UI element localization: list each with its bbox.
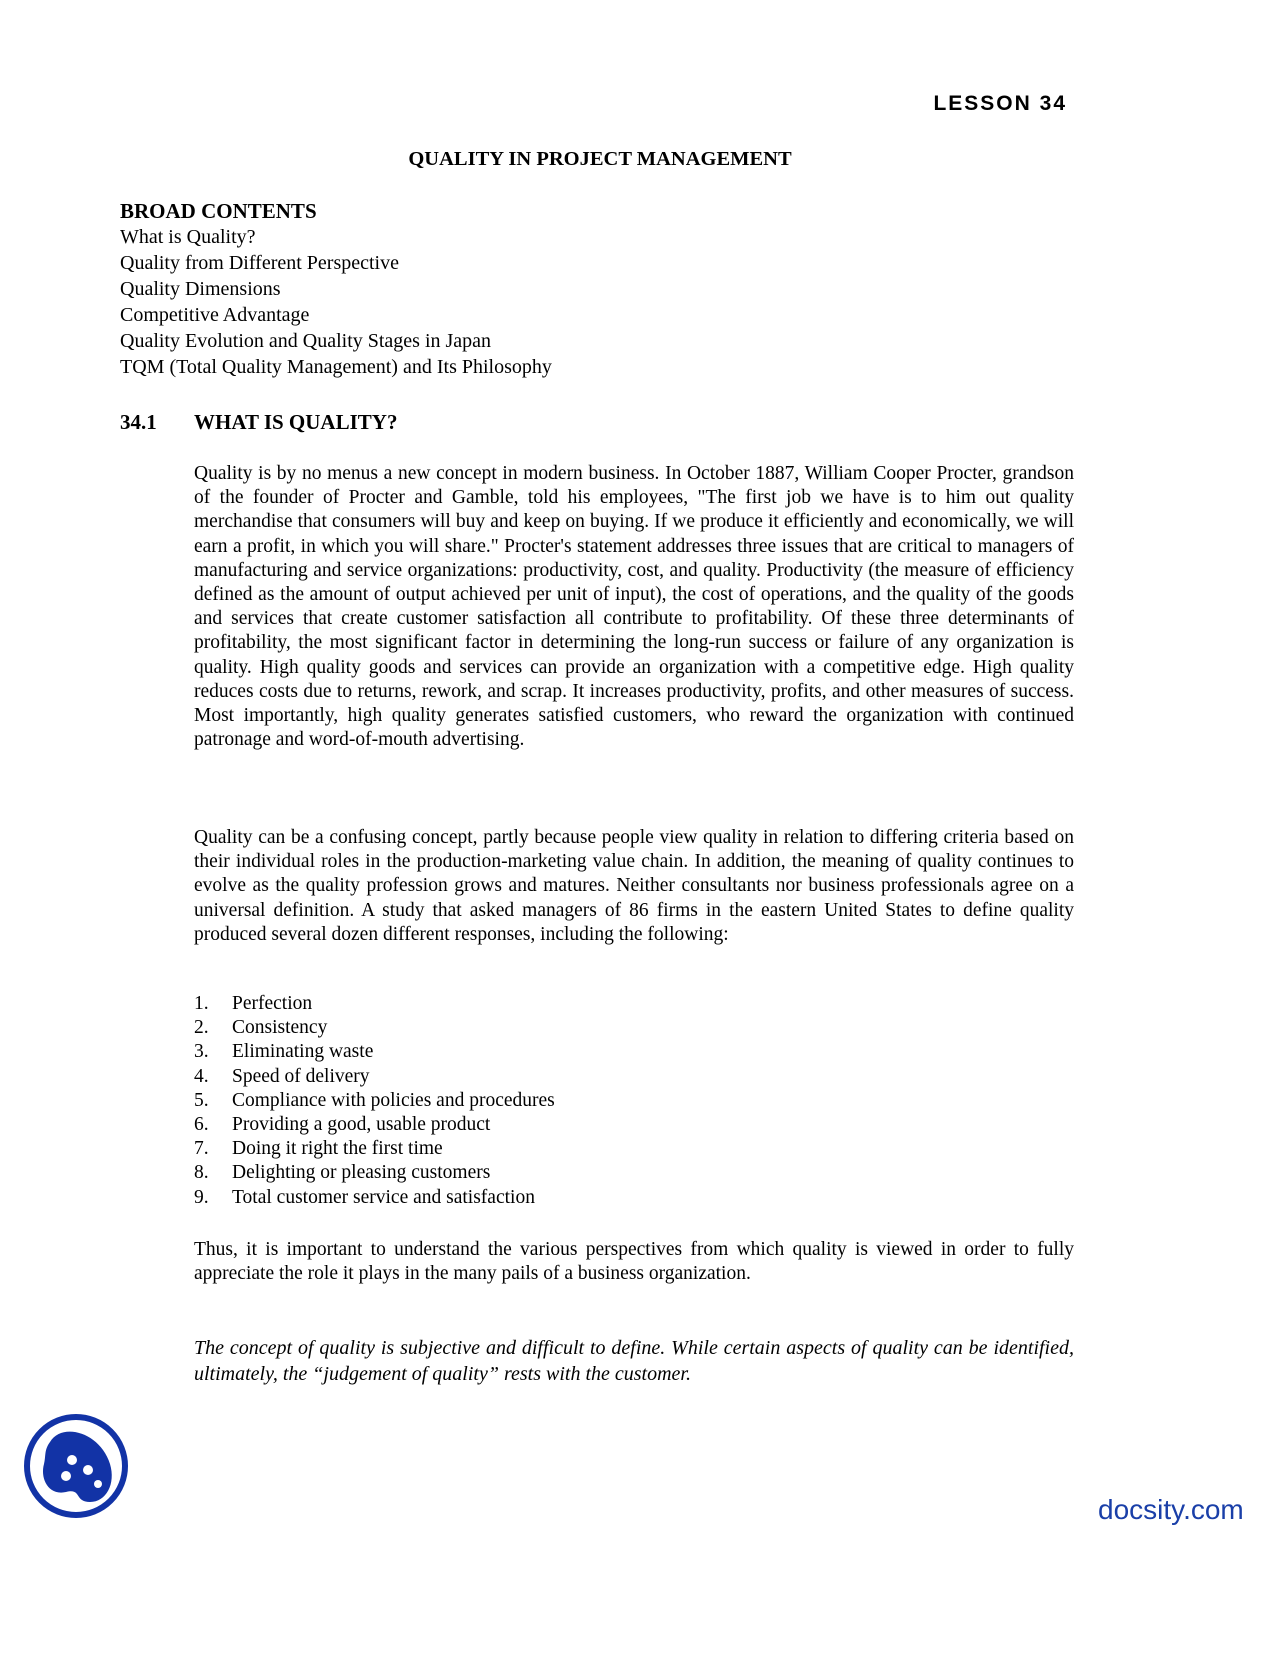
section-number: 34.1	[120, 410, 157, 434]
docsity-logo-icon[interactable]	[22, 1412, 130, 1520]
contents-item: Quality Dimensions	[120, 278, 281, 300]
list-item: 6. Providing a good, usable product	[194, 1114, 491, 1136]
list-item: 4. Speed of delivery	[194, 1065, 370, 1087]
list-item: 3. Eliminating waste	[194, 1041, 374, 1063]
definitions-list	[194, 992, 555, 1210]
page-title: QUALITY IN PROJECT MANAGEMENT	[408, 148, 792, 170]
italic-quote: The concept of quality is subjective and difficult to define. While certain aspects of quality can be identified, ultimately, the “judgement of quality” rests with the customer.	[194, 1337, 1074, 1385]
paragraph-3: Thus, it is important to understand the various perspectives from which quality is viewed in order to fully appreciate the role it plays in the many pails of a business organization.	[194, 1239, 1074, 1285]
contents-item: Quality Evolution and Quality Stages in Japan	[120, 330, 492, 352]
section-title: WHAT IS QUALITY?	[194, 410, 398, 434]
list-item: 8. Delighting or pleasing customers	[194, 1162, 491, 1184]
docsity-link[interactable]: docsity.com	[1098, 1494, 1244, 1525]
list-item: 5. Compliance with policies and procedures	[194, 1089, 555, 1111]
section-heading	[120, 410, 397, 435]
contents-item: Competitive Advantage	[120, 304, 310, 326]
contents-item: TQM (Total Quality Management) and Its Philosophy	[120, 356, 552, 378]
lesson-number: LESSON 34	[933, 92, 1067, 115]
contents-item: Quality from Different Perspective	[120, 252, 399, 274]
list-item: 2. Consistency	[194, 1017, 328, 1039]
list-item: 1. Perfection	[194, 993, 313, 1014]
paragraph-1: Quality is by no menus a new concept in modern business. In October 1887, William Cooper Procter, grandson of the founder of Procter and Gamble, told his employees, "The first job we have is to him out quality merchandise that consumers will buy and keep on buying. If we produce it efficiently and economically, we will earn a profit, in which you will share." Procter's statement addresses three issues that are critical to managers of manufacturing and service organizations: productivity, cost, and quality. Productivity (the measure of efficiency defined as the amount of output achieved per unit of input), the cost of operations, and the quality of the goods and services that create customer satisfaction all contribute to profitability. Of these three determinants of profitability, the most significant factor in determining the long-run success or failure of any organization is quality. High quality goods and services can provide an organization with a competitive edge. High quality reduces costs due to returns, rework, and scrap. It increases productivity, profits, and other measures of success. Most importantly, high quality generates satisfied customers, who reward the organization with continued patronage and word-of-mouth advertising.	[194, 463, 1074, 751]
contents-item: What is Quality?	[120, 226, 256, 248]
paragraph-2: Quality can be a confusing concept, partly because people view quality in relation to differing criteria based on their individual roles in the production-marketing value chain. In addition, the meaning of quality continues to evolve as the quality profession grows and matures. Neither consultants nor business professionals agree on a universal definition. A study that asked managers of 86 firms in the eastern United States to define quality produced several dozen different responses, including the following:	[194, 827, 1074, 945]
list-item: 9. Total customer service and satisfaction	[194, 1186, 535, 1208]
broad-contents-heading: BROAD CONTENTS	[120, 199, 317, 223]
broad-contents	[120, 198, 552, 380]
list-item: 7. Doing it right the first time	[194, 1138, 443, 1160]
